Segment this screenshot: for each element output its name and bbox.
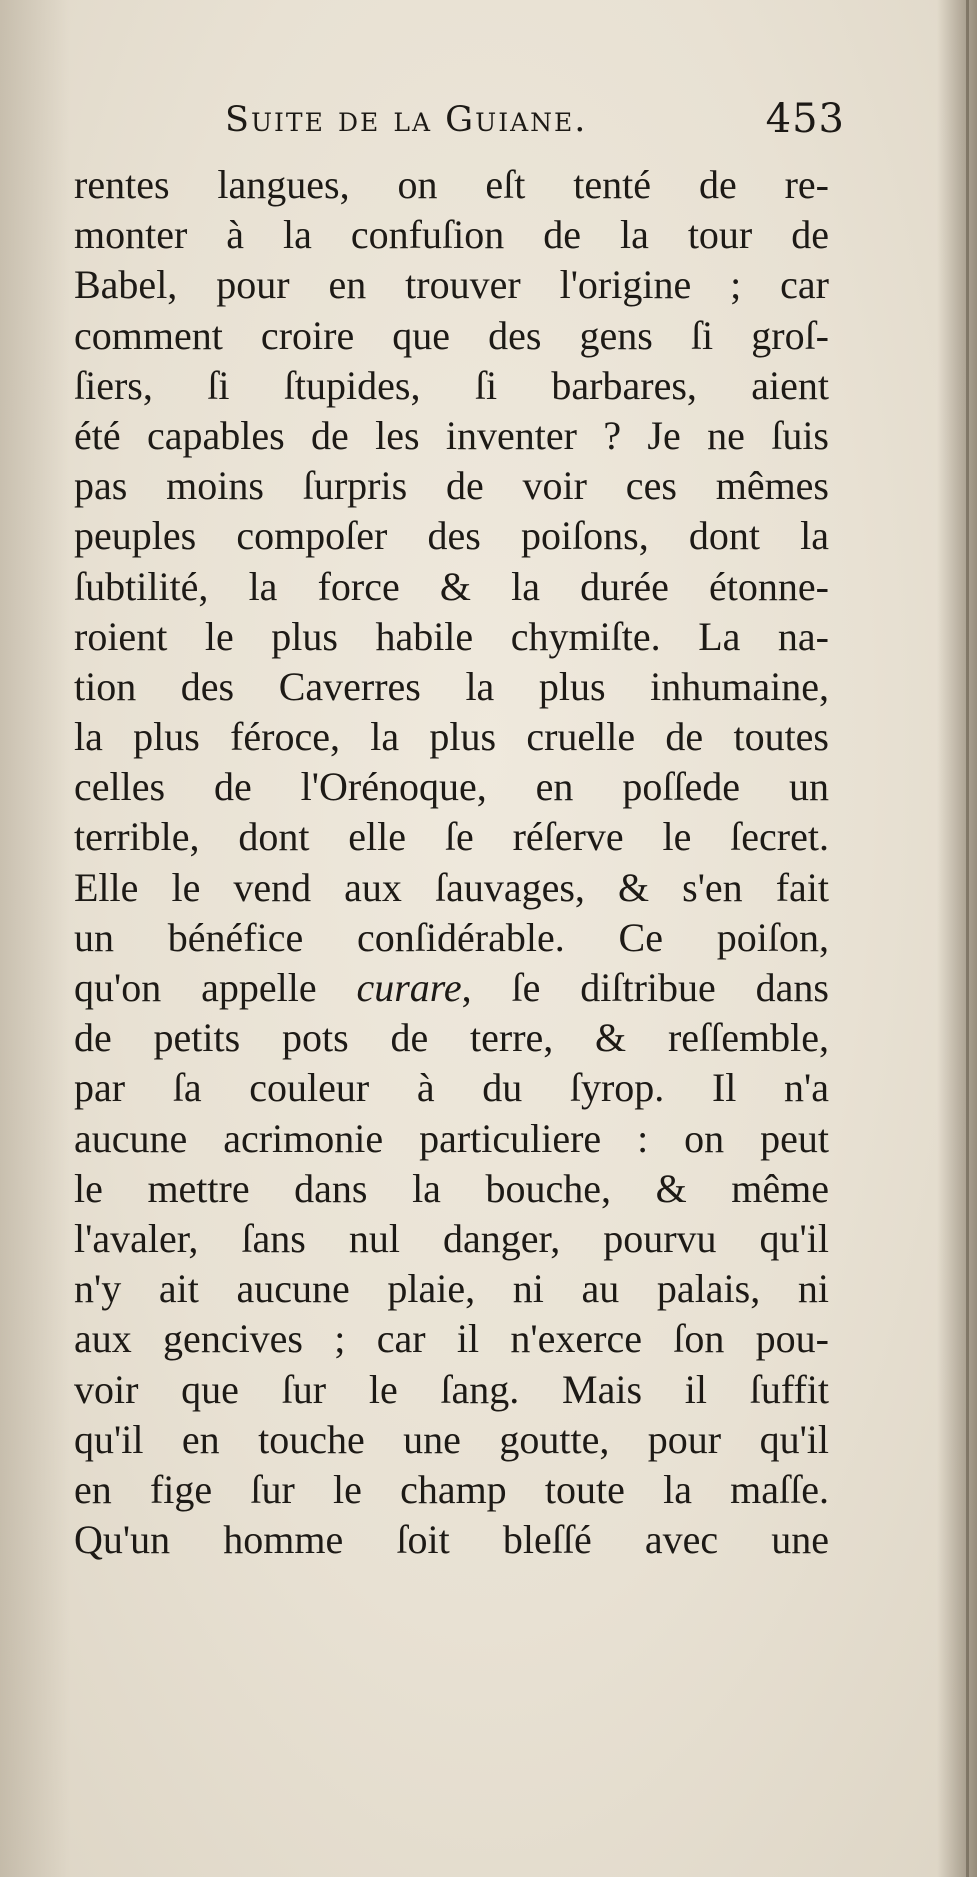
text-segment: Elle le vend aux ſauvages, & s'en fait — [74, 864, 829, 910]
text-segment: Qu'un homme ſoit bleſſé avec une — [74, 1517, 829, 1563]
text-line — [74, 1114, 829, 1164]
text-segment: aux gencives ; car il n'exerce ſon pou- — [74, 1316, 829, 1362]
text-line — [74, 612, 829, 662]
text-segment: terrible, dont elle ſe réſerve le ſecret. — [74, 814, 829, 860]
text-segment: par ſa couleur à du ſyrop. Il n'a — [74, 1065, 829, 1111]
text-segment: été capables de les inventer ? Je ne ſuis — [74, 412, 829, 458]
page-number: 453 — [765, 96, 845, 142]
text-line — [74, 361, 829, 411]
text-segment: peuples compoſer des poiſons, dont la — [74, 513, 829, 559]
body-text — [74, 160, 829, 1565]
text-line — [74, 812, 829, 862]
text-segment: l'avaler, ſans nul danger, pourvu qu'il — [74, 1215, 829, 1261]
text-line — [74, 411, 829, 461]
text-line — [74, 260, 829, 310]
text-line — [74, 562, 829, 612]
text-segment: Babel, pour en trouver l'origine ; car — [74, 262, 829, 308]
text-segment: monter à la confuſion de la tour de — [74, 212, 829, 258]
text-segment: ſiers, ſi ſtupides, ſi barbares, aient — [74, 362, 829, 408]
text-line — [74, 511, 829, 561]
text-line — [74, 712, 829, 762]
text-segment: voir que ſur le ſang. Mais il ſuffit — [74, 1366, 829, 1412]
text-segment: en fige ſur le champ toute la maſſe. — [74, 1466, 829, 1512]
text-line — [74, 1214, 829, 1264]
page-edge-line — [966, 0, 969, 1877]
text-line — [74, 1314, 829, 1364]
text-segment: qu'on appelle — [74, 965, 357, 1010]
text-segment: n'y ait aucune plaie, ni au palais, ni — [74, 1266, 829, 1312]
text-line — [74, 1264, 829, 1314]
running-head — [225, 96, 845, 156]
italic-term: curare — [356, 965, 462, 1010]
text-line — [74, 311, 829, 361]
text-segment: un bénéfice conſidérable. Ce poiſon, — [74, 914, 829, 960]
text-segment: ſubtilité, la force & la durée étonne- — [74, 563, 829, 609]
text-segment: comment croire que des gens ſi groſ- — [74, 312, 829, 358]
text-segment: rentes langues, on eſt tenté de re- — [74, 162, 829, 207]
text-line — [74, 1365, 829, 1415]
text-line — [74, 863, 829, 913]
text-segment: celles de l'Orénoque, en poſſede un — [74, 764, 829, 810]
text-line — [74, 762, 829, 812]
text-line — [74, 1515, 829, 1565]
text-line — [74, 662, 829, 712]
text-segment: de petits pots de terre, & reſſemble, — [74, 1015, 829, 1061]
text-line — [74, 461, 829, 511]
text-line — [74, 160, 829, 210]
text-segment: aucune acrimonie particuliere : on peut — [74, 1115, 829, 1161]
text-segment: tion des Caverres la plus inhumaine, — [74, 663, 829, 709]
running-head-title: Suite de la Guiane. — [225, 100, 588, 140]
text-line — [74, 1465, 829, 1515]
text-segment: la plus féroce, la plus cruelle de toutes — [74, 714, 829, 760]
text-line — [74, 1164, 829, 1214]
text-line — [74, 963, 829, 1013]
text-line — [74, 913, 829, 963]
text-line — [74, 1013, 829, 1063]
page-edge-shadow — [937, 0, 977, 1877]
text-segment: pas moins ſurpris de voir ces mêmes — [74, 463, 829, 509]
text-segment: qu'il en touche une goutte, pour qu'il — [74, 1416, 829, 1462]
text-segment: le mettre dans la bouche, & même — [74, 1165, 829, 1211]
text-segment: roient le plus habile chymiſte. La na- — [74, 613, 829, 659]
text-line — [74, 210, 829, 260]
text-segment: , ſe diſtribue dans — [461, 965, 829, 1010]
gutter-shadow — [0, 0, 70, 1877]
text-line — [74, 1415, 829, 1465]
text-line — [74, 1063, 829, 1113]
